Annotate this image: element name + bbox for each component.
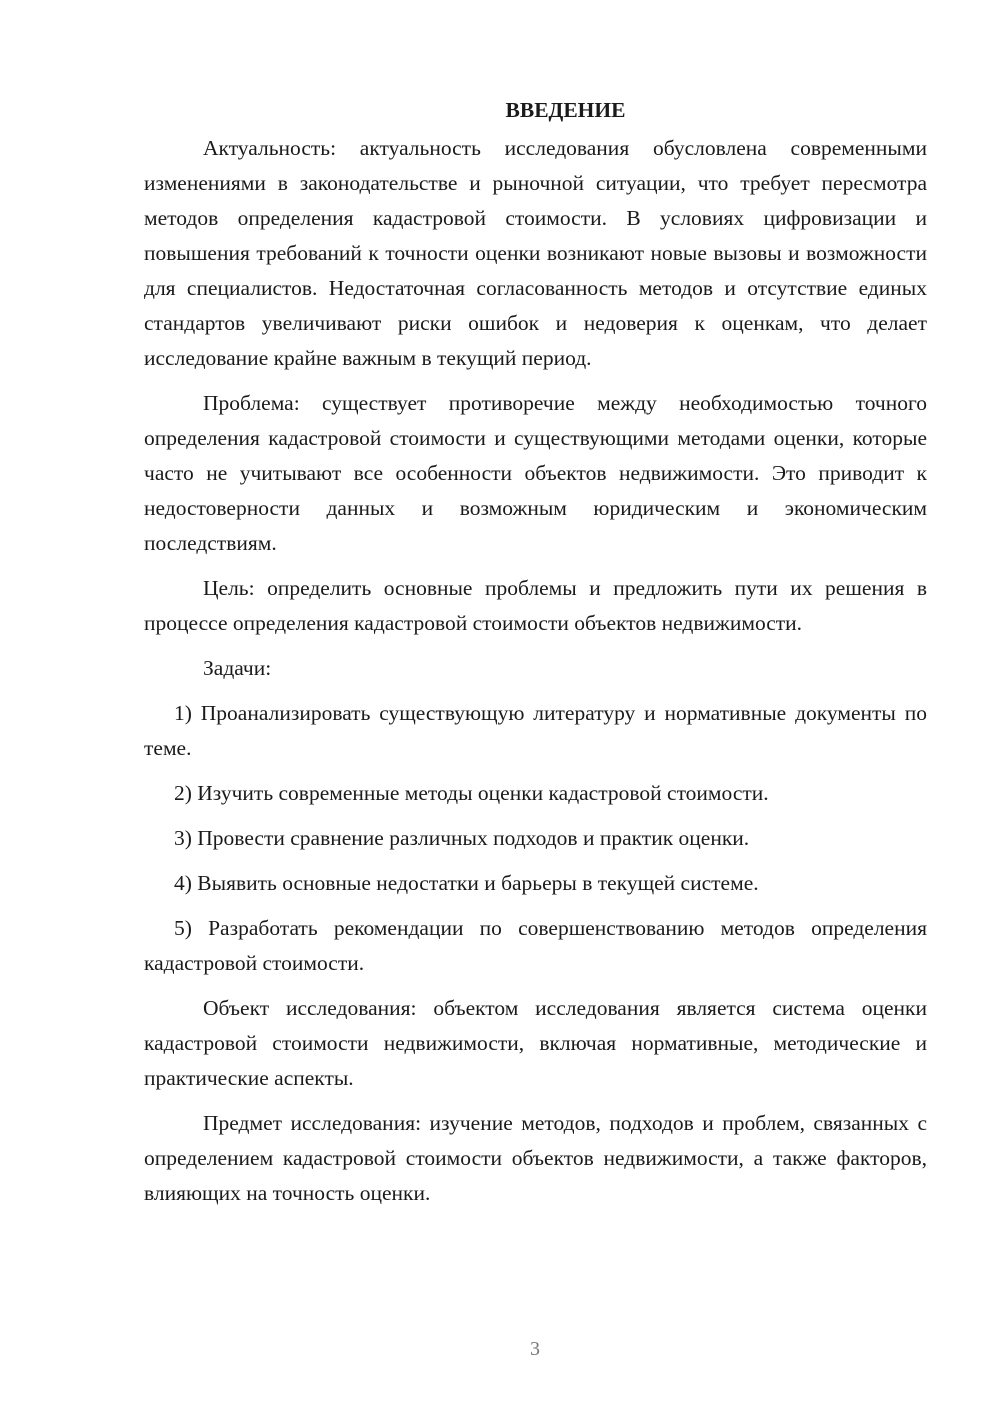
task-item-2: 2) Изучить современные методы оценки кадастровой стоимости. [174, 781, 769, 805]
task-item-3: 3) Провести сравнение различных подходов и практик оценки. [174, 826, 750, 850]
paragraph-goal: Цель: определить основные проблемы и предложить пути их решения в процессе определения кадастровой стоимости объектов недвижимости. [144, 576, 927, 635]
paragraph-object: Объект исследования: объектом исследования является система оценки кадастровой стоимости недвижимости, включая нормативные, методические и практические аспекты. [144, 996, 927, 1090]
page-content [144, 92, 927, 1221]
task-item-1: 1) Проанализировать существующую литературу и нормативные документы по теме. [144, 701, 927, 760]
tasks-title: Задачи: [203, 656, 272, 680]
paragraph-relevance: Актуальность: актуальность исследования обусловлена современными изменениями в законодательстве и рыночной ситуации, что требует пересмотра методов определения кадастровой стоимости. В условиях цифровизации и повышения требований к точности оценки возникают новые вызовы и возможности для специалистов. Недостаточная согласованность методов и отсутствие единых стандартов увеличивают риски ошибок и недоверия к оценкам, что делает исследование крайне важным в текущий период. [144, 136, 927, 370]
page-number: 3 [530, 1338, 540, 1360]
paragraph-subject: Предмет исследования: изучение методов, подходов и проблем, связанных с определением кадастровой стоимости объектов недвижимости, а также факторов, влияющих на точность оценки. [144, 1111, 927, 1205]
task-item-5: 5) Разработать рекомендации по совершенствованию методов определения кадастровой стоимости. [144, 916, 927, 975]
section-heading: ВВЕДЕНИЕ [505, 98, 626, 122]
paragraph-problem: Проблема: существует противоречие между необходимостью точного определения кадастровой стоимости и существующими методами оценки, которые часто не учитывают все особенности объектов недвижимости. Это приводит к недостоверности данных и возможным юридическим и экономическим последствиям. [144, 391, 927, 555]
task-item-4: 4) Выявить основные недостатки и барьеры в текущей системе. [174, 871, 759, 895]
